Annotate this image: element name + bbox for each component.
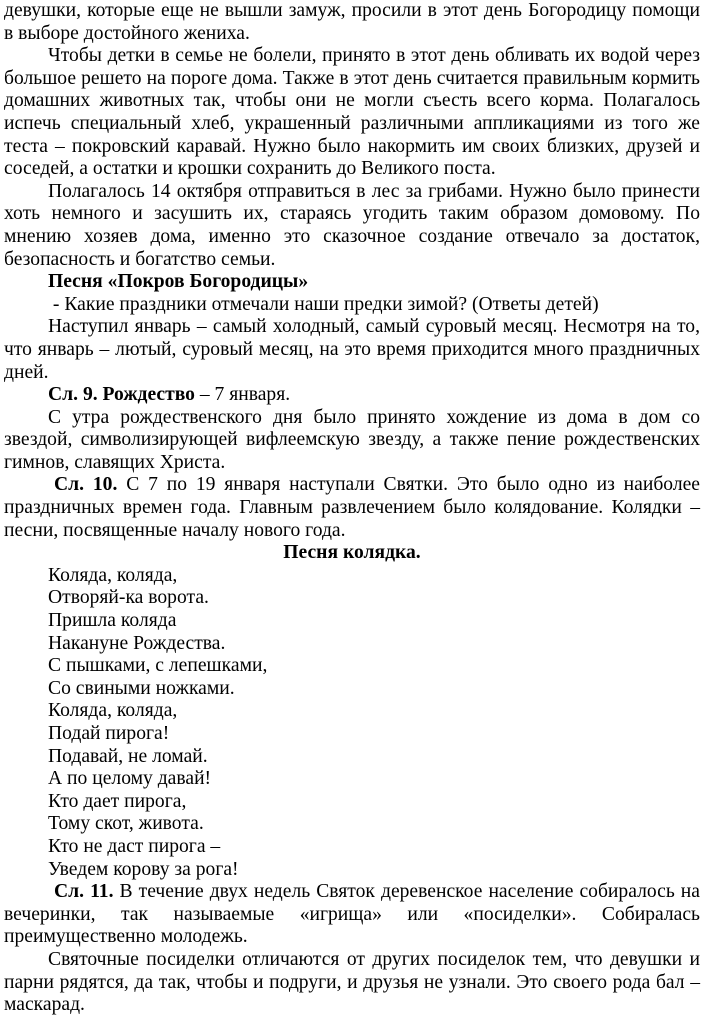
paragraph-mushrooms: Полагалось 14 октября отправиться в лес за грибами. Нужно было принести хоть немного и засушить их, стараясь угодить таким образом домовому. По мнению хозяев дома, именно это сказочное создание отвечало за достаток, безопасность и богатство семьи. xyxy=(4,180,700,270)
slide-11-paragraph xyxy=(4,881,700,949)
poem-line: А по целому давай! xyxy=(48,768,212,790)
paragraph-masquerade: Святочные посиделки отличаются от других посиделок тем, что девушки и парни рядятся, да так, чтобы и подруги, и друзья не узнали. Это своего рода бал – маскарад. xyxy=(4,948,700,1016)
slide-11-text: В течение двух недель Святок деревенское население собиралось на вечеринки, так называемые «игрища» или «посиделки». Собиралась преимущественно молодежь. xyxy=(4,881,700,948)
document-page xyxy=(4,0,700,1017)
slide-9-line xyxy=(4,384,700,407)
slide-10-label: Сл. 10. xyxy=(54,474,118,496)
poem-line: С пышками, с лепешками, xyxy=(48,655,268,677)
poem-line: Тому скот, живота. xyxy=(48,813,204,835)
slide-9-label: Сл. 9. Рождество xyxy=(48,384,195,406)
poem-line: Кто дает пирога, xyxy=(48,790,187,812)
song-pokrov-heading: Песня «Покров Богородицы» xyxy=(48,271,309,293)
poem-line: Со свиными ножками. xyxy=(48,677,235,699)
paragraph-girls-pray: девушки, которые еще не вышли замуж, просили в этот день Богородицу помощи в выборе достойного жениха. xyxy=(4,0,700,44)
poem-line: Отворяй-ка ворота. xyxy=(48,587,209,609)
poem-line: Пришла коляда xyxy=(48,610,177,632)
poem-line: Коляда, коляда, xyxy=(48,564,178,586)
slide-10-paragraph xyxy=(4,474,700,542)
poem-line: Уведем корову за рога! xyxy=(48,858,239,880)
slide-10-text: С 7 по 19 января наступали Святки. Это было одно из наиболее праздничных времен года. Главным развлечением было колядование. Колядки – песни, посвященные началу нового года. xyxy=(4,474,700,541)
carol-heading: Песня колядка. xyxy=(283,542,421,564)
question-line: - Какие праздники отмечали наши предки зимой? (Ответы детей) xyxy=(48,293,599,315)
paragraph-christmas: С утра рождественского дня было принято хождение из дома в дом со звездой, символизирующей вифлеемскую звезду, а также пение рождественских гимнов, славящих Христа. xyxy=(4,406,700,473)
carol-poem xyxy=(4,565,700,881)
paragraph-pokrov-customs: Чтобы детки в семье не болели, принято в этот день обливать их водой через большое решето на пороге дома. Также в этот день считается правильным кормить домашних животных так, чтобы они не могли съесть всего корма. Полагалось испечь специальный хлеб, украшенный различными аппликациями из того же теста – покровский каравай. Нужно было накормить им своих близких, друзей и соседей, а остатки и крошки сохранить до Великого поста. xyxy=(4,45,700,180)
poem-line: Подай пирога! xyxy=(48,723,170,744)
poem-line: Подавай, не ломай. xyxy=(48,745,208,767)
slide-9-text: – 7 января. xyxy=(194,384,291,406)
slide-11-label: Сл. 11. xyxy=(54,881,114,903)
paragraph-january: Наступил январь – самый холодный, самый суровый месяц. Несмотря на то, что январь – лютый, суровый месяц, на это время приходится много праздничных дней. xyxy=(4,316,700,383)
poem-line: Коляда, коляда, xyxy=(48,700,178,722)
poem-line: Кто не даст пирога – xyxy=(48,835,221,857)
poem-line: Накануне Рождества. xyxy=(48,632,226,654)
